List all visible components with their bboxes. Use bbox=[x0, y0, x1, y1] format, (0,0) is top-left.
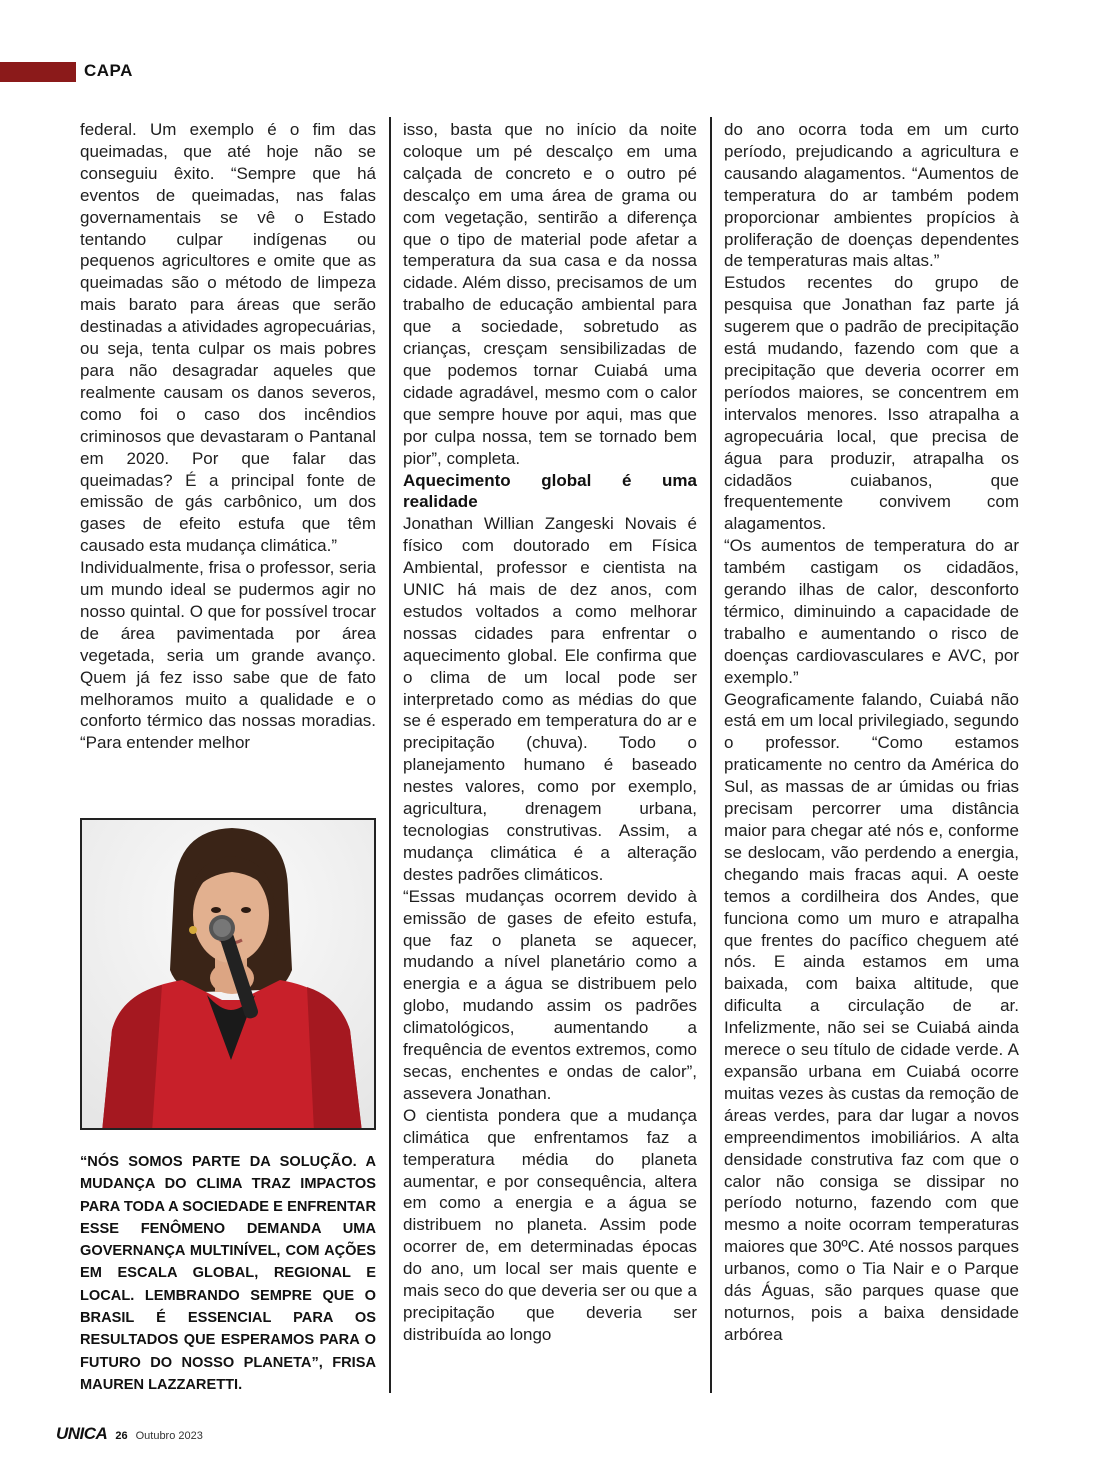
issue-date: Outubro 2023 bbox=[135, 1430, 203, 1442]
paragraph: “Essas mudanças ocorrem devido à emissão de gases de efeito estufa, que faz o planeta se aquecer, mudando a nível planetário como a energia e a água se distribuem pelo globo, mudando assim os padrões climatológicos, aumentando a frequência de eventos extremos, como secas, enchentes e ondas de calor”, assevera Jonathan. bbox=[403, 886, 697, 1103]
subheading: Aquecimento global é uma realidade bbox=[403, 470, 697, 512]
column-divider-left bbox=[389, 117, 391, 1393]
woman-speaking-illustration bbox=[82, 820, 376, 1130]
paragraph: O cientista pondera que a mudança climática que enfrentamos faz a temperatura média do planeta aumentar, e por consequência, altera em como a energia e a água se distribuem no planeta. Assim pode ocorrer de, em determinadas épocas do ano, um local ser mais quente e mais seco do que deveria ser ou que a precipitação que deveria ser distribuída ao longo bbox=[403, 1105, 697, 1344]
magazine-logo: UNICA bbox=[56, 1424, 108, 1443]
paragraph: isso, basta que no início da noite coloque um pé descalço em uma calçada de concreto e o outro pé descalço em uma área de grama ou com vegetação, sentirão a diferença que o tipo de material pode afetar a temperatura da sua casa e da nossa cidade. Além disso, precisamos de um trabalho de educação ambiental para que a sociedade, sobretudo as crianças, cresçam sensibilizadas de que podemos tornar Cuiabá uma cidade agradável, mesmo com o calor que sempre houve por aqui, mas que por culpa nossa, tem se tornado bem pior”, completa. bbox=[403, 120, 697, 468]
speaker-photo bbox=[80, 818, 376, 1130]
paragraph: Individualmente, frisa o professor, seria um mundo ideal se pudermos agir no nosso quintal. O que for possível trocar de área pavimentada por área vegetada, seria um grande avanço. Quem já fez isso sabe que de fato melhoramos muito a qualidade e o conforto térmico das nossas moradias. “Para entender melhor bbox=[80, 558, 376, 753]
page-number: 26 bbox=[115, 1430, 128, 1442]
photo-caption: “NÓS SOMOS PARTE DA SOLUÇÃO. A MUDANÇA DO CLIMA TRAZ IMPACTOS PARA TODA A SOCIEDADE E ENFRENTAR ESSE FENÔMENO DEMANDA UMA GOVERNANÇA MULTINÍVEL, COM AÇÕES EM ESCALA GLOBAL, REGIONAL E LOCAL. LEMBRANDO SEMPRE QUE O BRASIL É ESSENCIAL PARA OS RESULTADOS QUE ESPERAMOS PARA O FUTURO DO NOSSO PLANETA”, FRISA MAUREN LAZZARETTI. bbox=[80, 1154, 376, 1393]
section-color-bar bbox=[0, 62, 76, 82]
paragraph: do ano ocorra toda em um curto período, prejudicando a agricultura e causando alagamentos. “Aumentos de temperatura do ar também podem proporcionar ambientes propícios à proliferação de doenças dependentes de temperaturas mais altas.” bbox=[724, 120, 1019, 271]
article-column-3 bbox=[724, 119, 1019, 1346]
article-column-1 bbox=[80, 119, 376, 754]
article-column-2 bbox=[403, 119, 697, 1346]
section-label: CAPA bbox=[84, 61, 133, 80]
paragraph: “Os aumentos de temperatura do ar também castigam os cidadãos, gerando ilhas de calor, desconforto térmico, diminuindo a capacidade de trabalho e aumentando o risco de doenças cardiovasculares e AVC, por exemplo.” bbox=[724, 536, 1019, 687]
column-divider-right bbox=[710, 117, 712, 1393]
page-footer bbox=[56, 1424, 203, 1444]
paragraph: Jonathan Willian Zangeski Novais é físico com doutorado em Física Ambiental, professor e cientista na UNIC há mais de dez anos, com estudos voltados a como melhorar nossas cidades para enfrentar o aquecimento global. Ele confirma que o clima de um local pode ser interpretado como as médias do que se é esperado em temperatura do ar e precipitação (chuva). Todo o planejamento humano é baseado nestes valores, como por exemplo, agricultura, drenagem urbana, tecnologias construtivas. Assim, a mudança climática é a alteração destes padrões climáticos. bbox=[403, 514, 697, 884]
paragraph: Estudos recentes do grupo de pesquisa que Jonathan faz parte já sugerem que o padrão de precipitação está mudando, fazendo com que a precipitação que deveria ocorrer em períodos maiores, se concentrem em intervalos menores. Isso atrapalha a agropecuária local, que precisa de água para produzir, atrapalha os cidadãos cuiabanos, que frequentemente convivem com alagamentos. bbox=[724, 273, 1019, 534]
paragraph: Geograficamente falando, Cuiabá não está em um local privilegiado, segundo o professor. “Como estamos praticamente no centro da América do Sul, as massas de ar úmidas ou frias precisam percorrer uma distância maior para chegar até nós e, conforme se deslocam, vão perdendo a energia, chegando mais fracas aqui. A oeste temos a cordilheira dos Andes, que funciona como um muro e atrapalha que frentes do pacífico cheguem até nós. E ainda estamos em uma baixada, com baixa altitude, que dificulta a circulação de ar. Infelizmente, não sei se Cuiabá ainda merece o seu título de cidade verde. A expansão urbana em Cuiabá ocorre muitas vezes às custas da remoção de áreas verdes, para dar lugar a novos empreendimentos imobiliários. A alta densidade construtiva faz com que o calor não consiga se dissipar no período noturno, fazendo com que mesmo a noite ocorram temperaturas maiores que 30ºC. Até nossos parques urbanos, como o Tia Nair e o Parque dás Águas, são parques quase que noturnos, pois a baixa densidade arbórea bbox=[724, 689, 1019, 1344]
paragraph: federal. Um exemplo é o fim das queimadas, que até hoje não se conseguiu êxito. “Sempre que há eventos de queimadas, nas falas governamentais se vê o Estado tentando culpar indígenas ou pequenos agricultores e omite que as queimadas são o método de limpeza mais barato para áreas que serão destinadas a atividades agropecuárias, ou seja, tenta culpar os mais pobres para não desagradar aqueles que realmente causam os danos severos, como foi o caso dos incêndios criminosos que devastaram o Pantanal em 2020. Por que falar das queimadas? É a principal fonte de emissão de gás carbônico, um dos gases de efeito estufa que têm causado esta mudança climática.” bbox=[80, 120, 376, 556]
